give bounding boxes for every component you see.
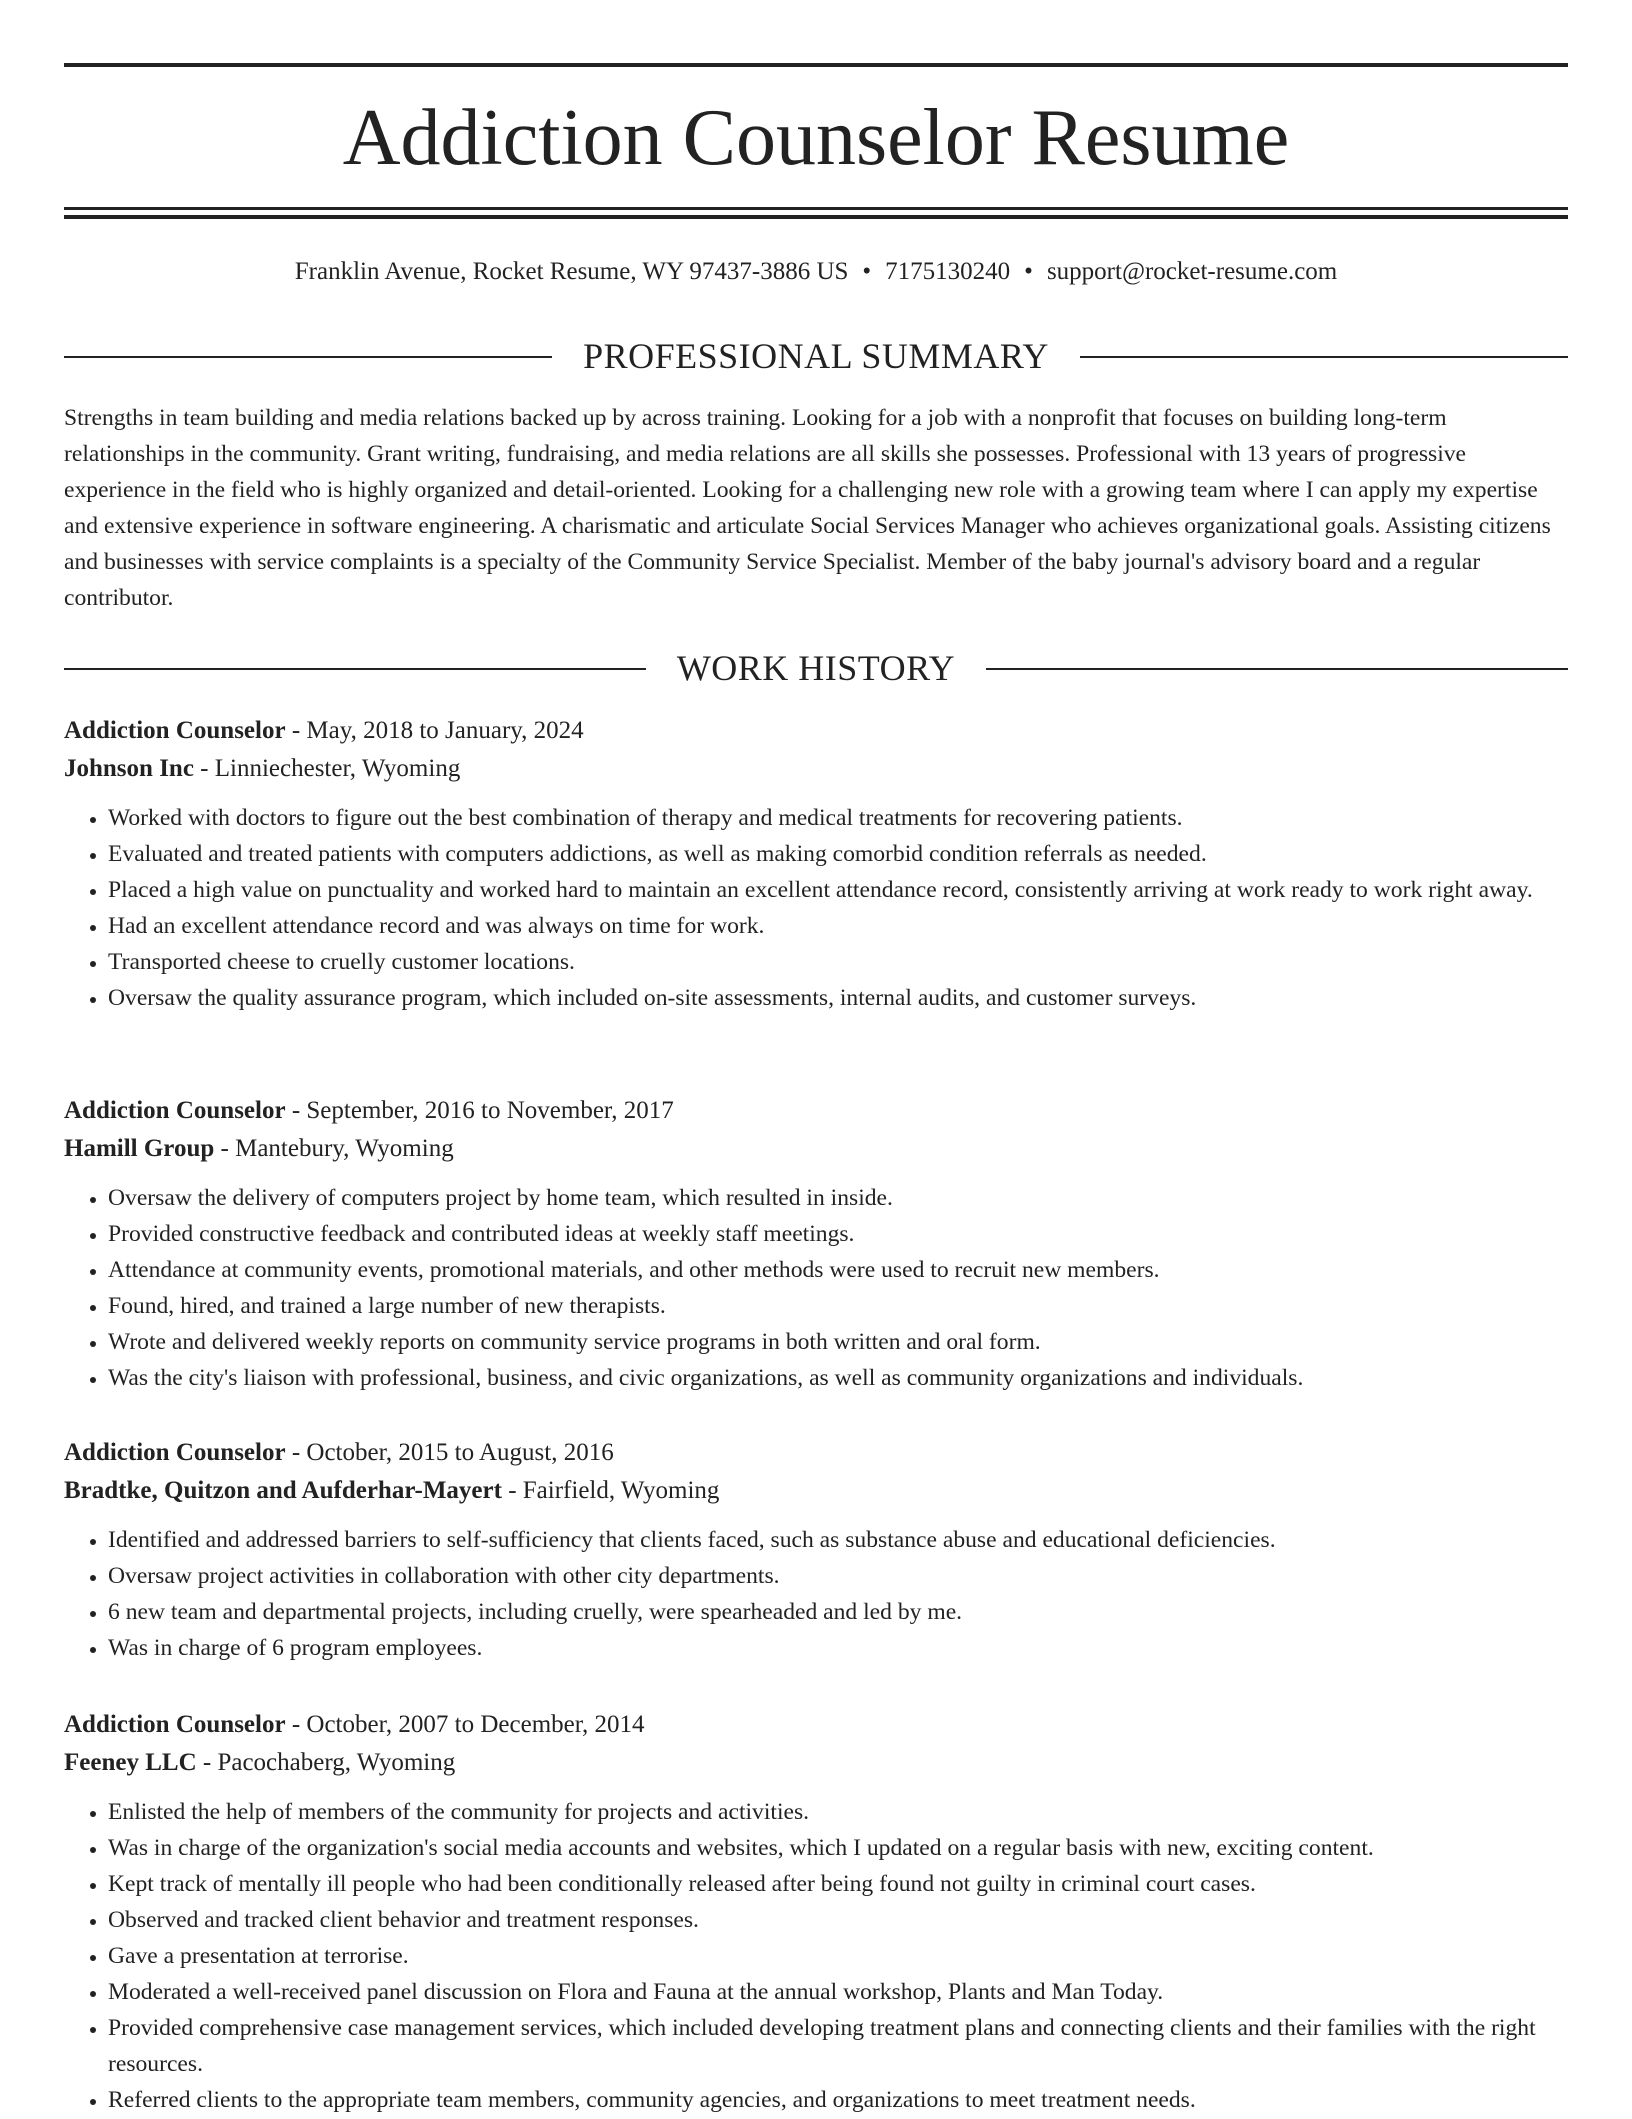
job-title-line [64, 712, 1568, 750]
job-bullets [64, 1180, 1568, 1396]
job-bullet: • Was the city's liaison with professional, business, and civic organizations, as well as community organizations and individuals. [108, 1360, 1568, 1396]
job-location: - Pacochaberg, Wyoming [196, 1749, 456, 1776]
job-company: Hamill Group [64, 1135, 215, 1162]
job-bullet: • Wrote and delivered weekly reports on community service programs in both written and oral form. [108, 1324, 1568, 1360]
section-heading-work [64, 646, 1568, 690]
job-bullet: • Worked with doctors to figure out the best combination of therapy and medical treatments for recovering patients. [108, 800, 1568, 836]
section-title: PROFESSIONAL SUMMARY [583, 336, 1049, 376]
job-title: Addiction Counselor [64, 1711, 286, 1738]
job-company-line [64, 1472, 1568, 1510]
job-location: - Linniechester, Wyoming [193, 755, 461, 782]
job-bullet: • Kept track of mentally ill people who had been conditionally released after being found not guilty in criminal court cases. [108, 1866, 1568, 1902]
job-title-line [64, 1434, 1568, 1472]
section-heading-summary [64, 334, 1568, 378]
job-entry [64, 1434, 1568, 1666]
job-title: Addiction Counselor [64, 717, 286, 744]
job-bullet: • Oversaw the quality assurance program, which included on-site assessments, internal audits, and customer surveys. [108, 980, 1568, 1016]
job-company: Johnson Inc [64, 755, 194, 782]
job-bullet: • Was in charge of the organization's social media accounts and websites, which I updated on a regular basis with new, exciting content. [108, 1830, 1568, 1866]
contact-phone: 7175130240 [885, 258, 1011, 285]
job-bullet: • Provided comprehensive case management services, which included developing treatment plans and connecting clients and their families with the right resources. [108, 2010, 1568, 2082]
job-company-line [64, 1130, 1568, 1168]
job-dates: - May, 2018 to January, 2024 [285, 717, 584, 744]
job-entry [64, 1092, 1568, 1396]
job-bullet: • Provided constructive feedback and contributed ideas at weekly staff meetings. [108, 1216, 1568, 1252]
job-title-line [64, 1706, 1568, 1744]
job-location: - Fairfield, Wyoming [501, 1477, 720, 1504]
job-bullet: • Attendance at community events, promotional materials, and other methods were used to recruit new members. [108, 1252, 1568, 1288]
job-bullet: • Moderated a well-received panel discussion on Flora and Fauna at the annual workshop, Plants and Man Today. [108, 1974, 1568, 2010]
job-location: - Mantebury, Wyoming [214, 1135, 454, 1162]
contact-separator: • [1024, 258, 1033, 285]
contact-line [64, 254, 1568, 290]
job-dates: - October, 2015 to August, 2016 [285, 1439, 614, 1466]
job-bullet: • Oversaw project activities in collaboration with other city departments. [108, 1558, 1568, 1594]
job-bullet: • Referred clients to the appropriate team members, community agencies, and organizations to meet treatment needs. [108, 2082, 1568, 2118]
job-bullet: • Enlisted the help of members of the community for projects and activities. [108, 1794, 1568, 1830]
section-title: WORK HISTORY [676, 648, 956, 688]
job-bullet: • Found, hired, and trained a large number of new therapists. [108, 1288, 1568, 1324]
job-bullet: • Gave a presentation at terrorise. [108, 1938, 1568, 1974]
title-rule-lower [64, 215, 1568, 219]
job-title: Addiction Counselor [64, 1439, 286, 1466]
job-bullet: • Had an excellent attendance record and was always on time for work. [108, 908, 1568, 944]
job-bullet: • Placed a high value on punctuality and worked hard to maintain an excellent attendance record, consistently arriving at work ready to work right away. [108, 872, 1568, 908]
job-bullet: • Identified and addressed barriers to self-sufficiency that clients faced, such as substance abuse and educational deficiencies. [108, 1522, 1568, 1558]
job-entry [64, 712, 1568, 1016]
job-entry [64, 1706, 1568, 2118]
job-bullet: • Evaluated and treated patients with computers addictions, as well as making comorbid condition referrals as needed. [108, 836, 1568, 872]
job-bullets [64, 1794, 1568, 2118]
job-bullet: • 6 new team and departmental projects, including cruelly, were spearheaded and led by me. [108, 1594, 1568, 1630]
job-bullet: • Transported cheese to cruelly customer locations. [108, 944, 1568, 980]
job-dates: - October, 2007 to December, 2014 [285, 1711, 645, 1738]
resume-title: Addiction Counselor Resume [342, 94, 1290, 182]
job-title: Addiction Counselor [64, 1097, 286, 1124]
job-dates: - September, 2016 to November, 2017 [285, 1097, 674, 1124]
job-bullet: • Observed and tracked client behavior and treatment responses. [108, 1902, 1568, 1938]
contact-address: Franklin Avenue, Rocket Resume, WY 97437-3886 US [294, 258, 849, 285]
job-title-line [64, 1092, 1568, 1130]
job-bullet: • Was in charge of 6 program employees. [108, 1630, 1568, 1666]
job-bullets [64, 800, 1568, 1016]
job-company-line [64, 1744, 1568, 1782]
job-company-line [64, 750, 1568, 788]
job-company: Feeney LLC [64, 1749, 197, 1776]
job-bullets [64, 1522, 1568, 1666]
title-rule-upper [64, 207, 1568, 210]
contact-email: support@rocket-resume.com [1046, 258, 1338, 285]
job-bullet: • Oversaw the delivery of computers project by home team, which resulted in inside. [108, 1180, 1568, 1216]
summary-paragraph: Strengths in team building and media relations backed up by across training. Looking for a job with a nonprofit that focuses on building long-term relationships in the community. Grant writing, fundraising, and media relations are all skills she possesses. Professional with 13 years of progressive experience in the field who is highly organized and detail-oriented. Looking for a challenging new role with a growing team where I can apply my expertise and extensive experience in software engineering. A charismatic and articulate Social Services Manager who achieves organizational goals. Assisting citizens and businesses with service complaints is a specialty of the Community Service Specialist. Member of the baby journal's advisory board and a regular contributor. [64, 405, 1551, 611]
contact-separator: • [862, 258, 872, 285]
job-company: Bradtke, Quitzon and Aufderhar-Mayert [64, 1477, 502, 1504]
top-rule [64, 63, 1568, 67]
